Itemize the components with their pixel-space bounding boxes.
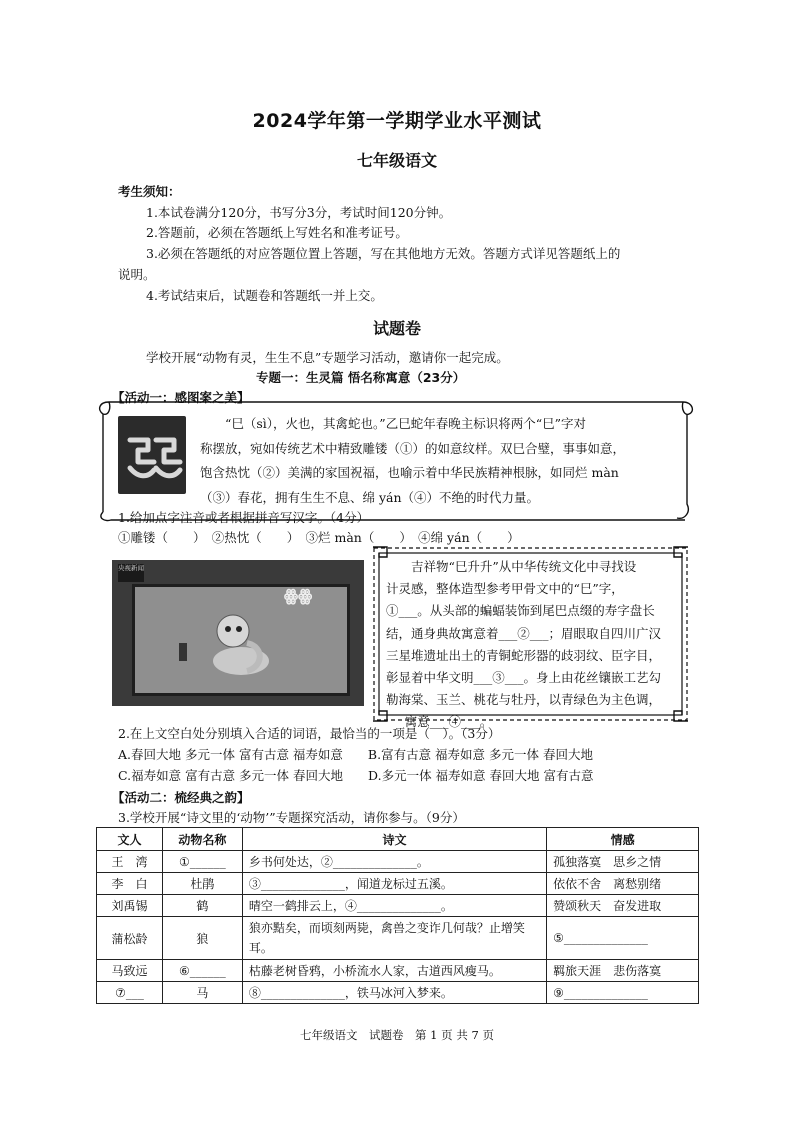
notice-heading: 考生须知： bbox=[118, 184, 181, 199]
mascot-line: 寓意___④___。 bbox=[404, 714, 493, 730]
question-3: 3.学校开展“诗文里的‘动物’”专题探究活动，请你参与。（9分） bbox=[118, 810, 465, 825]
table-cell: 蒲松龄 bbox=[97, 917, 163, 960]
table-cell: ⑨______________ bbox=[547, 982, 699, 1004]
passage-line: 称摆放，宛如传统艺术中精致雕镂（①）的如意纹样。双巳合璧，事事如意， bbox=[200, 440, 626, 456]
question-1: 1.给加点字注音或者根据拼音写汉字。（4分） bbox=[118, 510, 370, 525]
question-2: 2.在上文空白处分别填入合适的词语，最恰当的一项是（ ）。（3分） bbox=[118, 726, 501, 741]
table-header: 诗文 bbox=[242, 828, 546, 851]
mascot-line: 三星堆遗址出土的青铜蛇形器的歧羽纹、臣字目， bbox=[386, 647, 662, 663]
table-cell: 马致远 bbox=[97, 960, 163, 982]
table-cell: ③______________，闻道龙标过五溪。 bbox=[242, 873, 546, 895]
activity-label: 【活动一：感图案之美】 bbox=[112, 390, 250, 405]
mascot-line: ①___。从头部的蝙蝠装饰到尾巴点缀的寿字盘长 bbox=[386, 603, 655, 619]
table-cell: 孤独落寞 思乡之情 bbox=[547, 851, 699, 873]
mascot-line: 计灵感，整体造型参考甲骨文中的“巳”字， bbox=[386, 581, 624, 597]
mascot-line: 勒海棠、玉兰、桃花与牡丹，以青绿色为主色调， bbox=[386, 692, 662, 708]
table-cell: ⑥______ bbox=[162, 960, 242, 982]
double-si-icon bbox=[118, 416, 186, 494]
table-header-row bbox=[97, 828, 699, 851]
table-cell: 马 bbox=[162, 982, 242, 1004]
table-header: 动物名称 bbox=[162, 828, 242, 851]
topic-heading: 专题一：生灵篇 悟名称寓意（23分） bbox=[256, 370, 466, 385]
question-2-options: A.春回大地 多元一体 富有古意 福寿如意 B.富有古意 福寿如意 多元一体 春回大地 bbox=[118, 747, 594, 762]
activity-label: 【活动二：梳经典之韵】 bbox=[112, 790, 250, 805]
notice-item: 说明。 bbox=[118, 267, 156, 282]
poetry-animals-table bbox=[96, 827, 699, 1004]
table-cell: 鹤 bbox=[162, 895, 242, 917]
table-cell: ⑤______________ bbox=[547, 917, 699, 960]
table-header: 情感 bbox=[547, 828, 699, 851]
table-row bbox=[97, 960, 699, 982]
table-cell: 赞颂秋天 奋发进取 bbox=[547, 895, 699, 917]
table-cell: 杜鹃 bbox=[162, 873, 242, 895]
section-title: 试题卷 bbox=[372, 319, 421, 338]
table-header: 文人 bbox=[97, 828, 163, 851]
table-cell: 狼亦黠矣，而顷刻两毙，禽兽之变诈几何哉？止增笑耳。 bbox=[242, 917, 546, 960]
table-row bbox=[97, 982, 699, 1004]
table-cell: 狼 bbox=[162, 917, 242, 960]
passage-line: （③）春花，拥有生生不息、绵 yán（④）不绝的时代力量。 bbox=[200, 489, 540, 505]
exam-title: 2024学年第一学期学业水平测试 bbox=[252, 110, 542, 132]
notice-item: 1.本试卷满分120分，书写分3分，考试时间120分钟。 bbox=[146, 205, 452, 220]
table-cell: 乡书何处达，②______________。 bbox=[242, 851, 546, 873]
table-cell: 李 白 bbox=[97, 873, 163, 895]
table-cell: 刘禹锡 bbox=[97, 895, 163, 917]
passage-line: “巳（sì），火也，其禽蛇也。”乙巳蛇年春晚主标识将两个“巳”字对 bbox=[225, 416, 586, 431]
question-1-blanks: ①雕镂（ ） ②热忱（ ） ③烂 màn（ ） ④绵 yán（ ） bbox=[118, 530, 520, 545]
mascot-line: 结，通身典故寓意着___②___；眉眼取自四川广汉 bbox=[386, 625, 662, 641]
table-cell: ⑧______________，铁马冰河入梦来。 bbox=[242, 982, 546, 1004]
question-2-options: C.福寿如意 富有古意 多元一体 春回大地 D.多元一体 福寿如意 春回大地 富有古意 bbox=[118, 768, 594, 783]
notice-item: 4.考试结束后，试题卷和答题纸一并上交。 bbox=[146, 288, 383, 303]
page-footer: 七年级语文 试题卷 第 1 页 共 7 页 bbox=[300, 1028, 494, 1042]
table-cell: 依依不舍 离愁别绪 bbox=[547, 873, 699, 895]
screen-frame bbox=[132, 584, 350, 696]
table-row bbox=[97, 851, 699, 873]
table-cell: 王 湾 bbox=[97, 851, 163, 873]
intro-text: 学校开展“动物有灵，生生不息”专题学习活动，邀请你一起完成。 bbox=[146, 350, 509, 365]
scroll-passage bbox=[200, 412, 678, 510]
exam-subject: 七年级语文 bbox=[356, 151, 437, 170]
snake-emblem bbox=[118, 416, 186, 494]
mascot-description bbox=[386, 556, 678, 734]
gala-mascot-photo bbox=[112, 560, 364, 706]
table-cell: 晴空一鹤排云上，④______________。 bbox=[242, 895, 546, 917]
table-row bbox=[97, 873, 699, 895]
passage-line: 饱含热忱（②）美满的家国祝福，也喻示着中华民族精神根脉，如同烂 màn bbox=[200, 465, 619, 480]
mascot-snake-icon bbox=[135, 587, 347, 693]
table-cell: 羁旅天涯 悲伤落寞 bbox=[547, 960, 699, 982]
mascot-line: 吉祥物“巳升升”从中华传统文化中寻找设 bbox=[411, 559, 637, 574]
table-cell: ⑦___ bbox=[97, 982, 163, 1004]
notice-item: 2.答题前，必须在答题纸上写姓名和准考证号。 bbox=[146, 225, 408, 240]
table-cell: 枯藤老树昏鸦，小桥流水人家，古道西风瘦马。 bbox=[242, 960, 546, 982]
channel-logo: 央视新闻 bbox=[118, 564, 144, 582]
table-cell: ①______ bbox=[162, 851, 242, 873]
mascot-line: 彰显着中华文明___③___。身上由花丝镶嵌工艺勾 bbox=[386, 670, 662, 686]
emblem-mark: ꙮꙮ bbox=[284, 586, 313, 605]
table-row bbox=[97, 895, 699, 917]
notice-item: 3.必须在答题纸的对应答题位置上答题，写在其他地方无效。答题方式详见答题纸上的 bbox=[146, 246, 621, 261]
table-row bbox=[97, 917, 699, 960]
